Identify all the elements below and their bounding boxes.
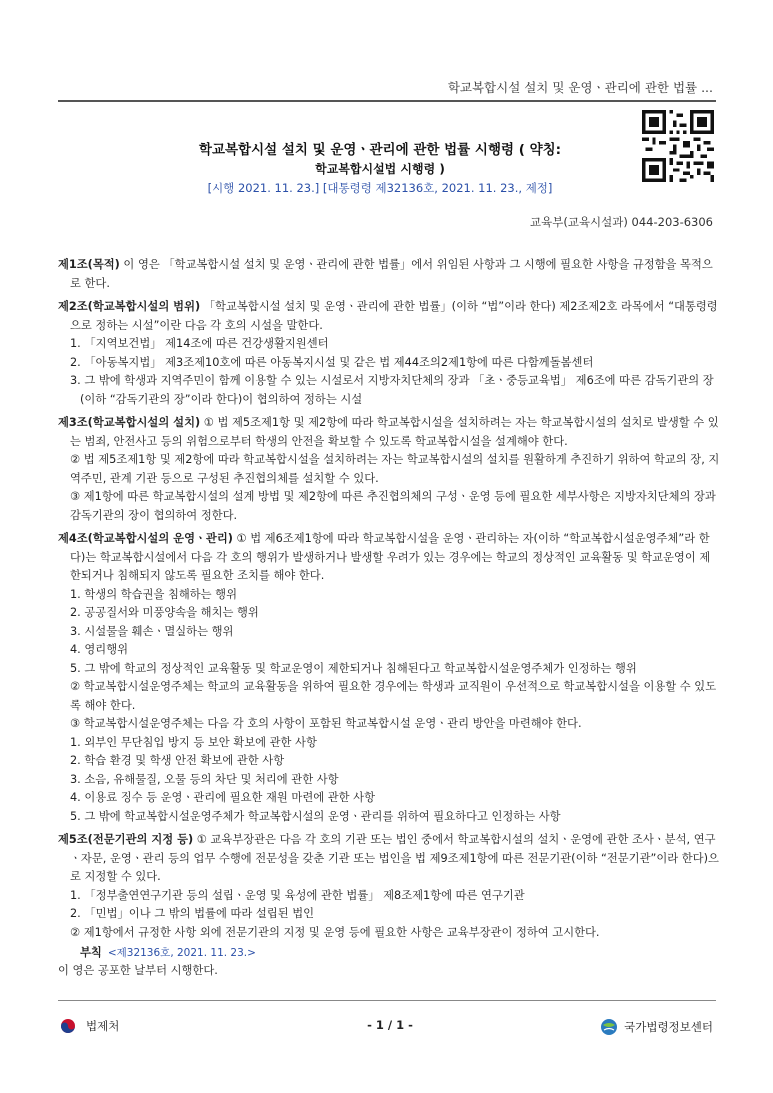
article-heading: 제3조(학교복합시설의 설치) [58,416,201,429]
article-text: 이 영은 「학교복합시설 설치 및 운영ㆍ관리에 관한 법률」에서 위임된 사항과 그 시행에 필요한 사항을 규정함을 목적으로 한다. [70,258,713,290]
article-paragraph [58,298,720,335]
footer-right [600,1018,713,1036]
addenda-text: 이 영은 공포한 날부터 시행한다. [58,964,218,977]
article-heading: 제2조(학교복합시설의 범위) [58,300,201,313]
ministry-contact: 교육부(교육시설과) 044-203-6306 [530,215,713,229]
addenda [58,944,718,980]
article-3 [58,414,720,525]
enactment-info: [시행 2021. 11. 23.] [대통령령 제32136호, 2021. 11. 23., 제정] [207,181,553,195]
globe-logo-icon [600,1018,618,1036]
running-header-title: 학교복합시설 설치 및 운영ㆍ관리에 관한 법률 ... [447,80,713,95]
list-item: 4. 영리행위 [70,643,129,656]
list-item: 2. 공공질서와 미풍양속을 해치는 행위 [70,606,259,619]
article-heading: 제5조(전문기관의 지정 등) [58,833,194,846]
list-item: 1. 「정부출연연구기관 등의 설립ㆍ운영 및 육성에 관한 법률」 제8조제1항에 따른 연구기관 [70,888,525,902]
footer-left [60,1018,119,1034]
article-subparagraph: ③ 제1항에 따른 학교복합시설의 설계 방법 및 제2항에 따른 추진협의체의 구성ㆍ운영 등에 필요한 세부사항은 지방자치단체의 장과 감독기관의 장이 협의하여 정한다. [70,490,716,522]
header-divider [58,100,716,102]
list-item: 1. 외부인 무단침입 방지 등 보안 확보에 관한 사항 [70,735,317,749]
article-heading: 제1조(목적) [58,258,120,271]
article-paragraph [58,831,720,887]
taegeuk-emblem-icon [60,1018,76,1034]
list-item: 2. 학습 환경 및 학생 안전 확보에 관한 사항 [70,754,285,767]
article-5 [58,831,720,942]
article-1 [58,256,720,293]
article-paragraph [58,256,720,293]
list-item: 3. 시설물을 훼손ㆍ멸실하는 행위 [70,624,234,638]
article-subparagraph: ② 학교복합시설운영주체는 학교의 교육활동을 위하여 필요한 경우에는 학생과 교직원이 우선적으로 학교복합시설을 이용할 수 있도록 해야 한다. [70,680,717,712]
article-paragraph [58,530,720,586]
article-subparagraph: ③ 학교복합시설운영주체는 다음 각 호의 사항이 포함된 학교복합시설 운영ㆍ관리 방안을 마련해야 한다. [70,717,582,730]
footer-divider [58,1000,716,1001]
addenda-heading: 부칙 [80,946,102,959]
page-number: - 1 / 1 - [367,1018,413,1032]
article-text: ① 교육부장관은 다음 각 호의 기관 또는 법인 중에서 학교복합시설의 설치ㆍ운영에 관한 조사ㆍ분석, 연구ㆍ자문, 운영ㆍ관리 등의 업무 수행에 전문성을 갖춘 기관 또는 법인을 법 제9조제1항에 따른 전문기관(이하 “전문기관”이라 한다)으로 지정할 수 있다. [70,833,719,883]
article-heading: 제4조(학교복합시설의 운영ㆍ관리) [58,532,233,545]
article-text: 「학교복합시설 설치 및 운영ㆍ관리에 관한 법률」(이하 “법”이라 한다) 제2조제2호 라목에서 “대통령령으로 정하는 시설”이란 다음 각 호의 시설을 말한다. [70,300,718,332]
article-subparagraph: ② 법 제5조제1항 및 제2항에 따라 학교복합시설을 설치하려는 자는 학교복합시설의 설치를 원활하게 추진하기 위하여 학교의 장, 지역주민, 관계 기관 등으로 구성된 추진협의체를 설치할 수 있다. [70,453,720,485]
list-item: 3. 소음, 유해물질, 오물 등의 차단 및 처리에 관한 사항 [70,772,339,786]
footer-left-label: 법제처 [86,1019,120,1033]
document-title: 학교복합시설 설치 및 운영ㆍ관리에 관한 법률 시행령 ( 약칭: [198,142,562,158]
list-item: 5. 그 밖에 학교의 정상적인 교육활동 및 학교운영이 제한되거나 침해된다고 학교복합시설운영주체가 인정하는 행위 [70,661,637,675]
article-4 [58,530,720,826]
list-item: 2. 「아동복지법」 제3조제10호에 따른 아동복지시설 및 같은 법 제44조의2제1항에 따른 다함께돌봄센터 [70,355,594,369]
addenda-heading-row [58,944,718,962]
law-body [58,256,720,947]
list-item: 1. 학생의 학습권을 침해하는 행위 [70,587,238,601]
document-subtitle: 학교복합시설법 시행령 ) [315,162,445,176]
list-item: 1. 「지역보건법」 제14조에 따른 건강생활지원센터 [70,337,329,350]
footer-right-label: 국가법령정보센터 [624,1020,713,1034]
list-item: 3. 그 밖에 학생과 지역주민이 함께 이용할 수 있는 시설로서 지방자치단체의 장과 「초ㆍ중등교육법」 제6조에 따른 감독기관의 장(이하 “감독기관의 장”이라 한다)이 협의하여 정하는 시설 [70,374,714,406]
list-item: 5. 그 밖에 학교복합시설운영주체가 학교복합시설의 운영ㆍ관리를 위하여 필요하다고 인정하는 사항 [70,809,561,823]
article-2 [58,298,720,409]
article-text: ① 법 제5조제1항 및 제2항에 따라 학교복합시설을 설치하려는 자는 학교복합시설의 설치로 발생할 수 있는 범죄, 안전사고 등의 위험으로부터 학생의 안전을 확보할 수 있도록 학교복합시설을 설계해야 한다. [70,416,719,448]
list-item: 2. 「민법」이나 그 밖의 법률에 따라 설립된 법인 [70,907,315,920]
article-paragraph [58,414,720,451]
article-subparagraph: ② 제1항에서 규정한 사항 외에 전문기관의 지정 및 운영 등에 필요한 사항은 교육부장관이 정하여 고시한다. [70,925,600,939]
addenda-date: <제32136호, 2021. 11. 23.> [107,947,256,959]
article-text: ① 법 제6조제1항에 따라 학교복합시설을 운영ㆍ관리하는 자(이하 “학교복합시설운영주체”라 한다)는 학교복합시설에서 다음 각 호의 행위가 발생하거나 발생할 우려가 있는 경우에는 학교의 정상적인 교육활동 및 학교운영이 제한되거나 침해되지 않도록 필요한 조치를 해야 한다. [70,532,711,582]
list-item: 4. 이용료 징수 등 운영ㆍ관리에 필요한 재원 마련에 관한 사항 [70,791,376,804]
